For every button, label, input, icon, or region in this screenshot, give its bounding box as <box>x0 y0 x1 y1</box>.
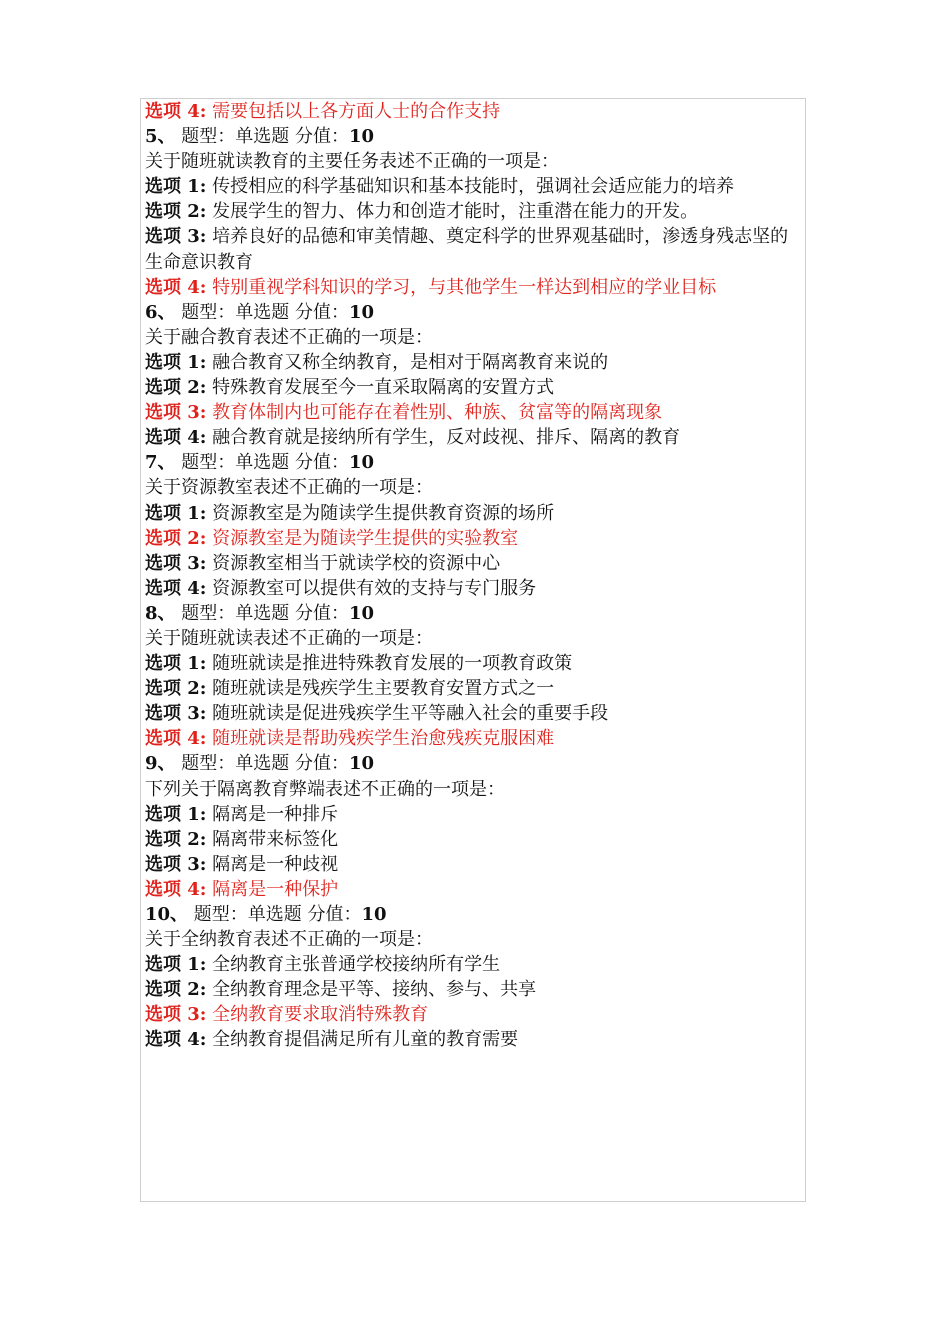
option-prefix: 选项 2: <box>145 527 207 549</box>
correct-option-line <box>145 1002 805 1027</box>
question-score: 10 <box>348 126 375 148</box>
option-prefix: 选项 3: <box>145 1004 207 1026</box>
option-line <box>145 501 805 526</box>
question-number: 9、 <box>145 753 176 775</box>
question-header <box>145 300 805 325</box>
option-prefix: 选项 4: <box>145 427 207 449</box>
question-stem: 关于随班就读表述不正确的一项是： <box>145 627 433 649</box>
option-text: 培养良好的品德和审美情趣、奠定科学的世界观基础时，渗透身残志坚的生命意识教育 <box>145 226 789 273</box>
option-text: 随班就读是帮助残疾学生治愈残疾克服困难 <box>206 728 555 750</box>
question-list <box>141 99 805 1053</box>
option-text: 特别重视学科知识的学习，与其他学生一样达到相应的学业目标 <box>206 276 717 298</box>
option-text: 全纳教育提倡满足所有儿童的教育需要 <box>206 1029 519 1051</box>
option-line <box>145 350 805 375</box>
option-line <box>145 977 805 1002</box>
option-line <box>145 676 805 701</box>
option-prefix: 选项 4: <box>145 577 207 599</box>
option-text: 融合教育又称全纳教育，是相对于隔离教育来说的 <box>206 351 609 373</box>
option-text: 资源教室是为随读学生提供的实验教室 <box>206 527 519 549</box>
question-type-label: 题型：单选题 分值： <box>175 753 349 775</box>
question-score: 10 <box>361 904 387 925</box>
option-text: 传授相应的科学基础知识和基本技能时，强调社会适应能力的培养 <box>206 176 735 198</box>
option-line <box>145 576 805 601</box>
question-type-label: 题型：单选题 分值： <box>175 602 349 624</box>
document-frame <box>140 98 806 1202</box>
option-prefix: 选项 1: <box>145 954 207 976</box>
option-prefix: 选项 1: <box>145 803 207 825</box>
option-line <box>145 199 805 224</box>
question-number: 5、 <box>145 126 176 148</box>
option-text: 随班就读是推进特殊教育发展的一项教育政策 <box>206 653 573 675</box>
option-line <box>145 375 805 400</box>
option-prefix: 选项 4: <box>145 101 207 122</box>
option-prefix: 选项 3: <box>145 226 207 248</box>
option-prefix: 选项 3: <box>145 552 207 574</box>
question-header <box>145 601 805 626</box>
option-text: 随班就读是残疾学生主要教育安置方式之一 <box>206 678 555 700</box>
correct-option-line <box>145 526 805 551</box>
question-stem: 关于全纳教育表述不正确的一项是： <box>145 929 433 951</box>
correct-option-line <box>145 726 805 751</box>
option-text: 特殊教育发展至今一直采取隔离的安置方式 <box>206 377 555 399</box>
correct-option-line <box>145 400 805 425</box>
option-prefix: 选项 1: <box>145 653 207 675</box>
option-prefix: 选项 1: <box>145 502 207 524</box>
option-prefix: 选项 4: <box>145 1029 207 1051</box>
option-text: 融合教育就是接纳所有学生，反对歧视、排斥、隔离的教育 <box>206 427 681 449</box>
option-line <box>145 701 805 726</box>
option-prefix: 选项 1: <box>145 351 207 373</box>
option-prefix: 选项 4: <box>145 276 207 298</box>
option-text: 隔离是一种排斥 <box>206 803 339 825</box>
option-prefix: 选项 2: <box>145 828 207 850</box>
option-prefix: 选项 2: <box>145 201 207 223</box>
option-line <box>145 802 805 827</box>
option-prefix: 选项 3: <box>145 402 207 424</box>
option-text: 隔离带来标签化 <box>206 828 339 850</box>
question-header <box>145 124 805 149</box>
question-stem: 下列关于隔离教育弊端表述不正确的一项是： <box>145 778 505 800</box>
option-text: 隔离是一种保护 <box>206 878 339 900</box>
option-line <box>145 425 805 450</box>
option-prefix: 选项 3: <box>145 853 207 875</box>
option-text: 需要包括以上各方面人士的合作支持 <box>206 101 501 122</box>
question-number: 10、 <box>145 904 189 925</box>
option-text: 全纳教育理念是平等、接纳、参与、共享 <box>206 979 537 1001</box>
option-prefix: 选项 2: <box>145 979 207 1001</box>
option-text: 随班就读是促进残疾学生平等融入社会的重要手段 <box>206 703 609 725</box>
option-line <box>145 952 805 977</box>
option-line <box>145 827 805 852</box>
question-header <box>145 450 805 475</box>
option-text: 教育体制内也可能存在着性别、种族、贫富等的隔离现象 <box>206 402 663 424</box>
option-text: 资源教室可以提供有效的支持与专门服务 <box>206 577 537 599</box>
option-prefix: 选项 2: <box>145 377 207 399</box>
question-stem: 关于随班就读教育的主要任务表述不正确的一项是： <box>145 151 559 173</box>
option-line <box>145 852 805 877</box>
option-prefix: 选项 2: <box>145 678 207 700</box>
option-text: 隔离是一种歧视 <box>206 853 339 875</box>
option-prefix: 选项 1: <box>145 176 207 198</box>
question-number: 7、 <box>145 452 176 474</box>
option-text: 全纳教育主张普通学校接纳所有学生 <box>206 954 501 976</box>
question-number: 6、 <box>145 301 176 323</box>
option-text: 资源教室是为随读学生提供教育资源的场所 <box>206 502 555 524</box>
correct-option-line <box>145 877 805 902</box>
option-text: 发展学生的智力、体力和创造才能时，注重潜在能力的开发。 <box>206 201 699 223</box>
option-line <box>145 651 805 676</box>
question-type-label: 题型：单选题 分值： <box>175 452 349 474</box>
question-type-label: 题型：单选题 分值： <box>175 301 349 323</box>
option-line <box>145 224 805 274</box>
question-stem: 关于资源教室表述不正确的一项是： <box>145 477 433 499</box>
option-line <box>145 174 805 199</box>
question-header <box>145 902 805 927</box>
question-number: 8、 <box>145 602 176 624</box>
option-text: 全纳教育要求取消特殊教育 <box>206 1004 429 1026</box>
question-score: 10 <box>348 753 375 775</box>
question-stem: 关于融合教育表述不正确的一项是： <box>145 326 433 348</box>
option-prefix: 选项 4: <box>145 878 207 900</box>
option-prefix: 选项 4: <box>145 728 207 750</box>
question-header <box>145 751 805 776</box>
option-line <box>145 551 805 576</box>
option-text: 资源教室相当于就读学校的资源中心 <box>206 552 501 574</box>
question-score: 10 <box>348 602 375 624</box>
question-type-label: 题型：单选题 分值： <box>188 904 362 925</box>
option-prefix: 选项 3: <box>145 703 207 725</box>
correct-option-line <box>145 275 805 300</box>
question-score: 10 <box>348 301 375 323</box>
option-line <box>145 99 805 124</box>
question-score: 10 <box>348 452 375 474</box>
question-type-label: 题型：单选题 分值： <box>175 126 349 148</box>
option-line <box>145 1027 805 1052</box>
